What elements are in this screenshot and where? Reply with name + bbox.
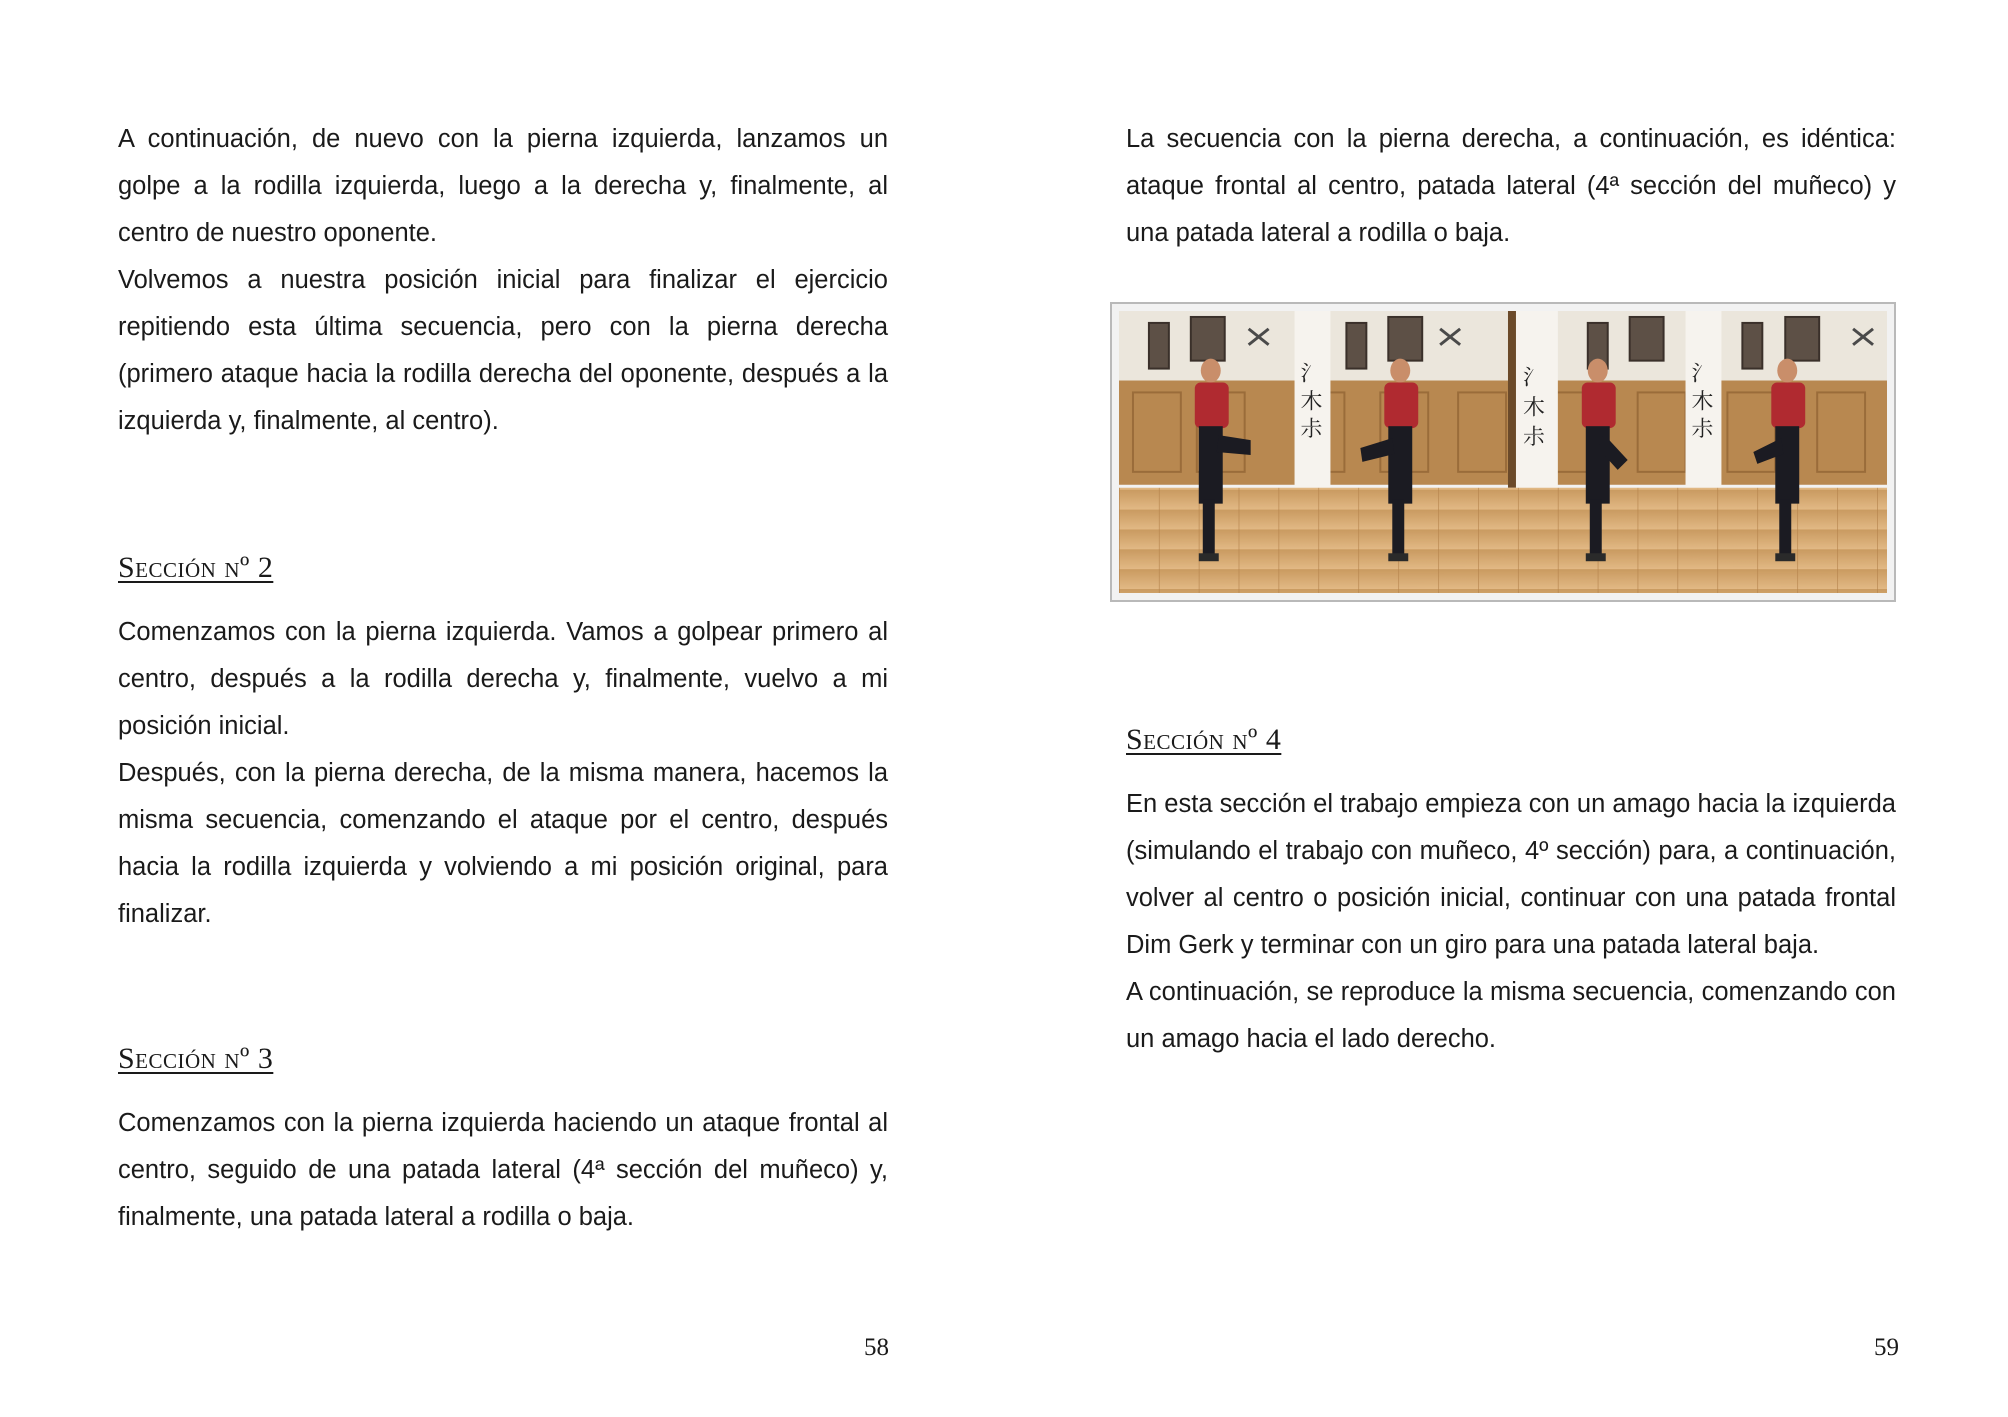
left-text-column xyxy=(118,116,888,1241)
svg-text:氵: 氵 xyxy=(1691,361,1714,387)
section-3-heading: Sección nº 3 xyxy=(118,1042,274,1075)
svg-text:木: 木 xyxy=(1300,389,1323,415)
right-section-4-column xyxy=(1126,720,1896,1063)
intro-paragraph-1: A continuación, de nuevo con la pierna izquierda, lanzamos un golpe a la rodilla izquierda, luego a la derecha y, finalmente, al centro de nuestro oponente. xyxy=(118,125,888,247)
page-number-right: 59 xyxy=(1874,1334,1899,1361)
right-page xyxy=(1004,0,2008,1417)
svg-text:尗: 尗 xyxy=(1522,425,1545,451)
section-4-heading: Sección nº 4 xyxy=(1126,723,1282,756)
page-number-left: 58 xyxy=(864,1334,889,1361)
kick-sequence-photo-frame xyxy=(1110,302,1896,602)
svg-text:尗: 尗 xyxy=(1691,417,1714,443)
svg-text:氵: 氵 xyxy=(1522,365,1545,391)
martial-arts-kick-sequence-photo xyxy=(1119,311,1887,593)
svg-text:氵: 氵 xyxy=(1300,361,1323,387)
right-text-column xyxy=(1126,116,1896,257)
section-4-paragraph-1: En esta sección el trabajo empieza con un amago hacia la izquierda (simulando el trabajo con muñeco, 4º sección) para, a continuación, volver al centro o posición inicial, continuar con una patada frontal Dim Gerk y terminar con un giro para una patada lateral baja. xyxy=(1126,790,1896,959)
svg-text:木: 木 xyxy=(1691,389,1714,415)
section-2-paragraph-2: Después, con la pierna derecha, de la misma manera, hacemos la misma secuencia, comenzando el ataque por el centro, después hacia la rodilla izquierda y volviendo a mi posición original, para finalizar. xyxy=(118,759,888,928)
right-intro-paragraph: La secuencia con la pierna derecha, a continuación, es idéntica: ataque frontal al centro, patada lateral (4ª sección del muñeco) y una patada lateral a rodilla o baja. xyxy=(1126,125,1896,247)
svg-text:尗: 尗 xyxy=(1300,417,1323,443)
section-2-heading: Sección nº 2 xyxy=(118,551,274,584)
svg-text:木: 木 xyxy=(1522,395,1545,421)
section-3-paragraph-1: Comenzamos con la pierna izquierda haciendo un ataque frontal al centro, seguido de una patada lateral (4ª sección del muñeco) y, finalmente, una patada lateral a rodilla o baja. xyxy=(118,1109,888,1231)
section-2-paragraph-1: Comenzamos con la pierna izquierda. Vamos a golpear primero al centro, después a la rodilla derecha y, finalmente, vuelvo a mi posición inicial. xyxy=(118,618,888,740)
intro-paragraph-2: Volvemos a nuestra posición inicial para finalizar el ejercicio repitiendo esta última secuencia, pero con la pierna derecha (primero ataque hacia la rodilla derecha del oponente, después a la izquierda y, finalmente, al centro). xyxy=(118,266,888,435)
section-4-paragraph-2: A continuación, se reproduce la misma secuencia, comenzando con un amago hacia el lado derecho. xyxy=(1126,978,1896,1053)
